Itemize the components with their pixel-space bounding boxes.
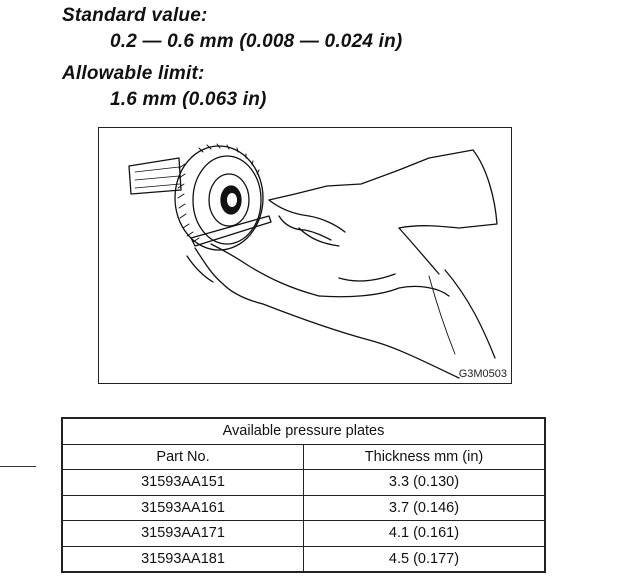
part-number-cell: 31593AA181 [63, 546, 304, 571]
thickness-cell: 3.7 (0.146) [304, 495, 545, 521]
allowable-limit-value: 1.6 mm (0.063 in) [110, 89, 267, 110]
table-row [63, 470, 544, 496]
hands-measuring-clutch-drawing [99, 128, 513, 385]
part-number-cell: 31593AA161 [63, 495, 304, 521]
standard-value: 0.2 — 0.6 mm (0.008 — 0.024 in) [110, 31, 403, 52]
part-number-cell: 31593AA151 [63, 470, 304, 496]
table-caption: Available pressure plates [63, 419, 544, 444]
part-number-cell: 31593AA171 [63, 521, 304, 547]
table-row [63, 495, 544, 521]
table-row [63, 546, 544, 571]
margin-rule [0, 466, 36, 467]
thickness-cell: 3.3 (0.130) [304, 470, 545, 496]
table-row [63, 521, 544, 547]
standard-value-label: Standard value: [62, 5, 208, 26]
column-header-thickness: Thickness mm (in) [304, 444, 545, 470]
thickness-cell: 4.1 (0.161) [304, 521, 545, 547]
column-header-part-no: Part No. [63, 444, 304, 470]
allowable-limit-label: Allowable limit: [62, 63, 205, 84]
figure-code: G3M0503 [458, 368, 507, 380]
clutch-clearance-illustration [98, 127, 512, 384]
thickness-cell: 4.5 (0.177) [304, 546, 545, 571]
pressure-plates-table [61, 417, 546, 573]
